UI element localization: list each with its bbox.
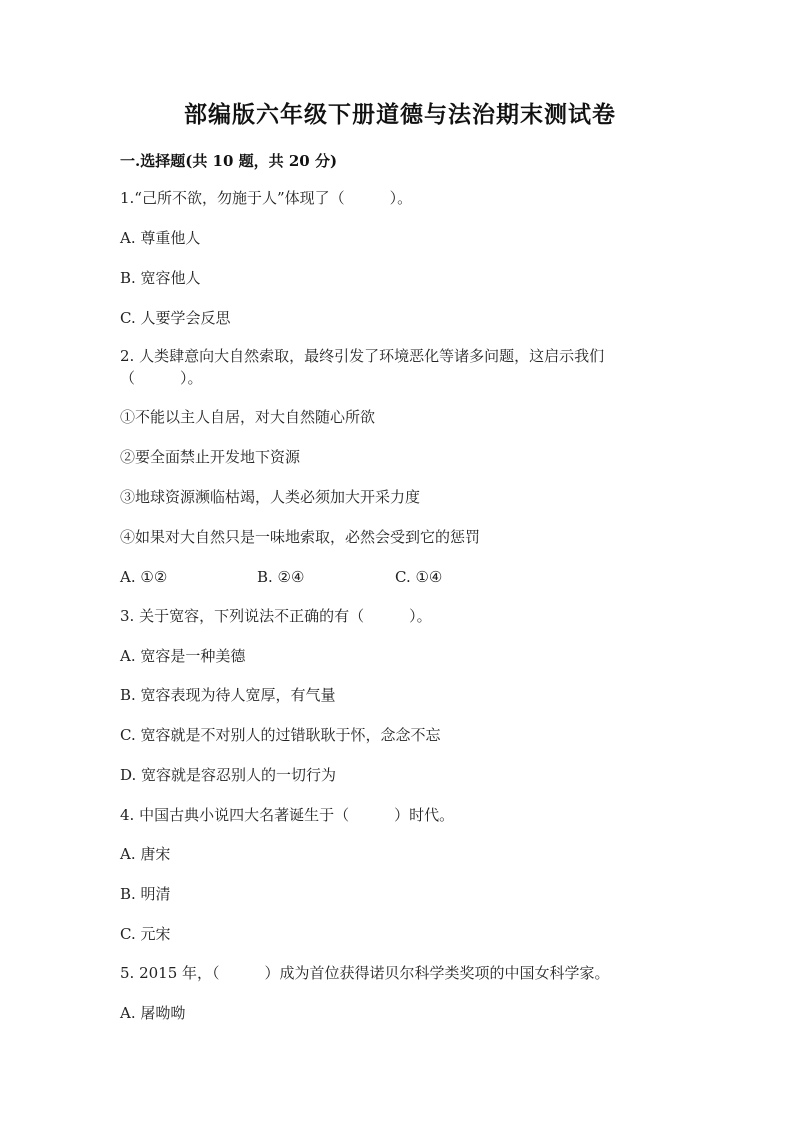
question-4-stem: 4. 中国古典小说四大名著诞生于（ ）时代。	[120, 806, 455, 824]
question-1-option-a: A. 尊重他人	[120, 229, 201, 247]
question-3-option-a: A. 宽容是一种美德	[120, 647, 246, 665]
question-2-option-a: A. ①②	[120, 568, 168, 586]
question-3-option-b: B. 宽容表现为待人宽厚，有气量	[120, 686, 336, 704]
question-2-option-b: B. ②④	[257, 568, 305, 586]
question-1-option-b: B. 宽容他人	[120, 269, 201, 287]
document-title: 部编版六年级下册道德与法治期末测试卷	[184, 101, 616, 128]
question-4-option-c: C. 元宋	[120, 925, 171, 943]
question-2-stem-line-1: 2. 人类肆意向大自然索取，最终引发了环境恶化等诸多问题，这启示我们	[120, 347, 605, 365]
question-2-statement-2: ②要全面禁止开发地下资源	[120, 448, 301, 466]
section-heading: 一.选择题(共 10 题，共 20 分)	[120, 152, 338, 170]
question-3-option-d: D. 宽容就是容忍别人的一切行为	[120, 766, 337, 784]
question-4-option-a: A. 唐宋	[120, 845, 171, 863]
question-1-option-c: C. 人要学会反思	[120, 309, 231, 327]
question-3-stem: 3. 关于宽容，下列说法不正确的有（ ）。	[120, 607, 432, 625]
question-2-statement-3: ③地球资源濒临枯竭，人类必须加大开采力度	[120, 488, 421, 506]
question-2-statement-4: ④如果对大自然只是一味地索取，必然会受到它的惩罚	[120, 528, 481, 546]
question-2-options	[120, 567, 442, 587]
question-3-option-c: C. 宽容就是不对别人的过错耿耿于怀，念念不忘	[120, 726, 441, 744]
question-5-option-a: A. 屠呦呦	[120, 1004, 186, 1022]
question-1-stem: 1.“己所不欲，勿施于人”体现了（ ）。	[120, 189, 413, 207]
question-2-statement-1: ①不能以主人自居，对大自然随心所欲	[120, 408, 376, 426]
question-4-option-b: B. 明清	[120, 885, 171, 903]
question-2-option-c: C. ①④	[395, 568, 443, 586]
question-2-stem-line-2: （ ）。	[120, 369, 203, 387]
question-5-stem: 5. 2015 年，（ ）成为首位获得诺贝尔科学类奖项的中国女科学家。	[120, 964, 610, 982]
